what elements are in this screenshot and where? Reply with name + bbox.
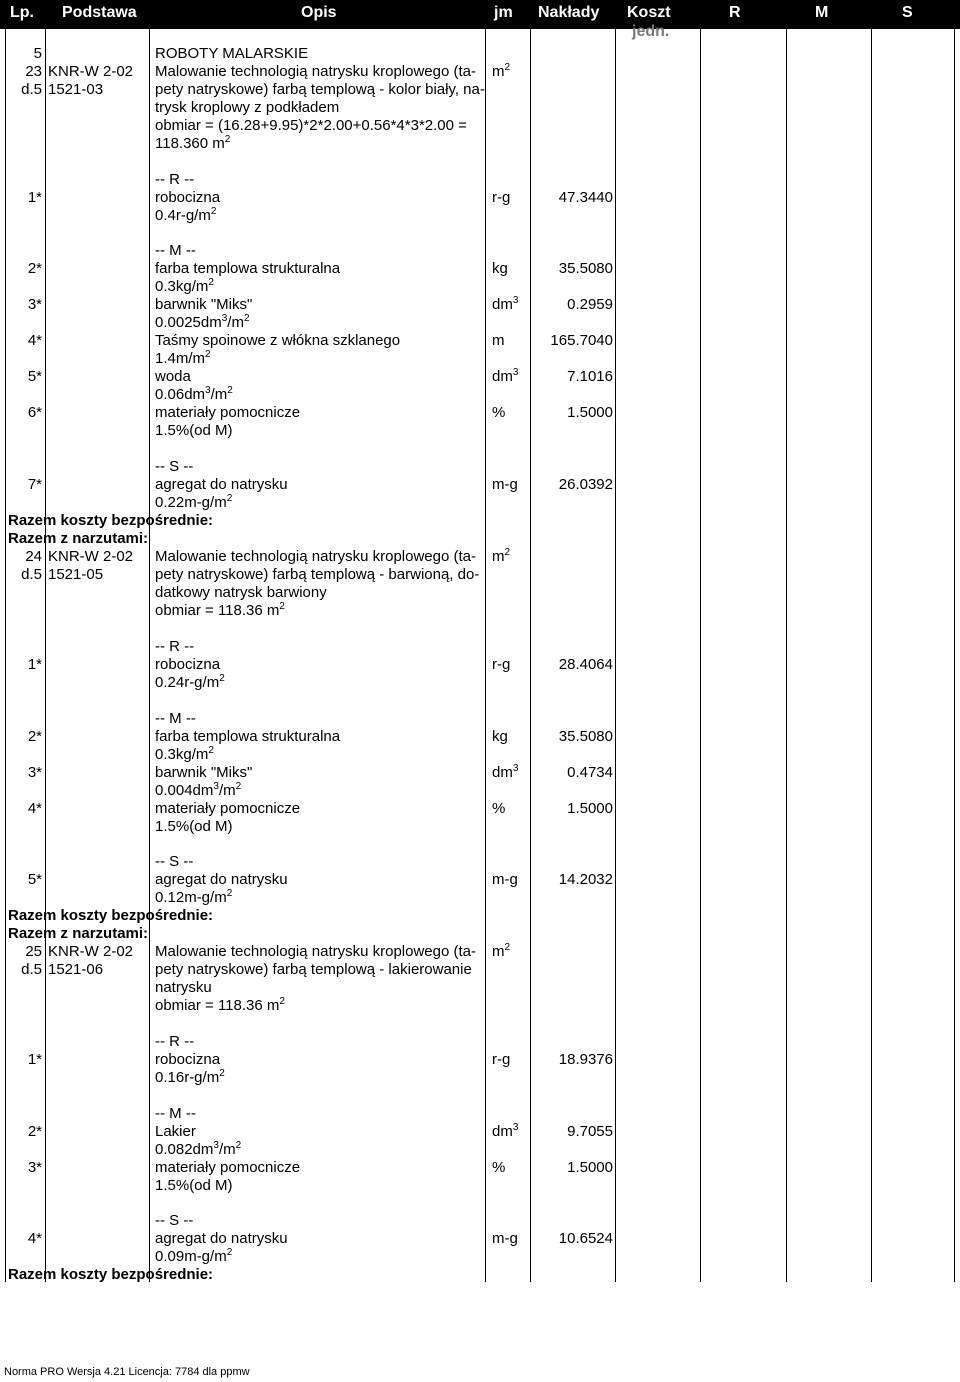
resource-name: farba templowa strukturalna <box>155 260 341 277</box>
resource-name: Lakier <box>155 1123 196 1140</box>
resource-group <box>0 710 960 728</box>
resource-row <box>0 314 960 332</box>
position-description: datkowy natrysk barwiony <box>155 584 327 601</box>
resource-qty: 9.7055 <box>567 1123 613 1140</box>
resource-name: materiały pomocnicze <box>155 800 301 817</box>
total-row <box>0 907 960 925</box>
resource-qty: 10.6524 <box>558 1230 613 1247</box>
resource-row <box>0 476 960 494</box>
resource-lp: 1* <box>27 189 42 206</box>
resource-row <box>0 386 960 404</box>
resource-unit: r-g <box>492 656 511 673</box>
resource-group-label: -- M -- <box>155 710 196 727</box>
resource-name: agregat do natrysku <box>155 1230 288 1247</box>
resource-name: materiały pomocnicze <box>155 404 301 421</box>
resource-row <box>0 818 960 836</box>
resource-group-label: -- S -- <box>155 1212 194 1229</box>
position-row <box>0 584 960 602</box>
resource-row <box>0 871 960 889</box>
resource-row <box>0 656 960 674</box>
resource-norm: $0.12m-g/m^2$ <box>155 888 233 906</box>
resource-row <box>0 332 960 350</box>
resource-group-label: -- M -- <box>155 1105 196 1122</box>
resource-lp: 1* <box>27 656 42 673</box>
resource-group-label: -- S -- <box>155 458 194 475</box>
resource-group <box>0 1033 960 1051</box>
resource-unit: % <box>492 1159 506 1176</box>
resource-unit: $dm^3$ <box>492 763 519 781</box>
resource-lp: 3* <box>27 296 42 313</box>
resource-row <box>0 728 960 746</box>
total-direct-label: Razem koszty bezpośrednie: <box>8 512 214 529</box>
position-row <box>0 135 960 153</box>
position-description: Malowanie technologią natrysku kroplowego (ta- <box>155 63 477 80</box>
resource-lp: 7* <box>27 476 42 493</box>
position-description: Malowanie technologią natrysku kroplowego (ta- <box>155 943 477 960</box>
position-unit: $m^2$ <box>492 62 511 80</box>
position-row <box>0 961 960 979</box>
resource-qty: 7.1016 <box>567 368 613 385</box>
resource-qty: 0.2959 <box>567 296 613 313</box>
resource-row <box>0 189 960 207</box>
resource-row <box>0 764 960 782</box>
resource-name: Taśmy spoinowe z włókna szklanego <box>155 332 401 349</box>
resource-row <box>0 1159 960 1177</box>
resource-lp: 5* <box>27 871 42 888</box>
resource-group <box>0 853 960 871</box>
resource-norm: 1.5%(od M) <box>155 818 233 835</box>
position-description: trysk kroplowy z podkładem <box>155 99 340 116</box>
position-description: natrysku <box>155 979 212 996</box>
resource-row <box>0 296 960 314</box>
resource-norm: 1.5%(od M) <box>155 1177 233 1194</box>
resource-row <box>0 1051 960 1069</box>
resource-name: robocizna <box>155 656 221 673</box>
position-description: Malowanie technologią natrysku kroplowego (ta- <box>155 548 477 565</box>
resource-name: woda <box>155 368 191 385</box>
total-direct-label: Razem koszty bezpośrednie: <box>8 907 214 924</box>
resource-unit: $dm^3$ <box>492 1122 519 1140</box>
resource-lp: 6* <box>27 404 42 421</box>
position-lp-sub: d.5 <box>21 81 42 98</box>
resource-unit: kg <box>492 728 508 745</box>
position-basis: KNR-W 2-02 <box>48 63 134 80</box>
header-m: M <box>815 4 829 21</box>
resource-qty: 1.5000 <box>567 1159 613 1176</box>
resource-name: agregat do natrysku <box>155 476 288 493</box>
resource-qty: 35.5080 <box>558 728 613 745</box>
position-unit: $m^2$ <box>492 942 511 960</box>
resource-row <box>0 1141 960 1159</box>
resource-lp: 2* <box>27 728 42 745</box>
section-lp: 5 <box>33 45 42 62</box>
resource-lp: 4* <box>27 1230 42 1247</box>
resource-norm: $0.24r-g/m^2$ <box>155 673 225 691</box>
header-naklady: Nakłady <box>538 4 600 21</box>
header-koszt <box>627 4 671 40</box>
resource-qty: 26.0392 <box>558 476 613 493</box>
footer-license: Norma PRO Wersja 4.21 Licencja: 7784 dla ppmw <box>4 1366 250 1378</box>
position-row <box>0 943 960 961</box>
position-lp: 23 <box>25 63 42 80</box>
total-markup-label: Razem z narzutami: <box>8 925 149 942</box>
resource-unit: kg <box>492 260 508 277</box>
position-basis-sub: 1521-05 <box>48 566 104 583</box>
resource-norm: $0.09m-g/m^2$ <box>155 1247 233 1265</box>
position-unit: $m^2$ <box>492 547 511 565</box>
resource-name: farba templowa strukturalna <box>155 728 341 745</box>
position-row <box>0 997 960 1015</box>
position-row <box>0 548 960 566</box>
position-measurement: obmiar = 118.36 $m^2$ <box>155 996 285 1014</box>
resource-lp: 3* <box>27 764 42 781</box>
resource-row <box>0 674 960 692</box>
position-row <box>0 63 960 81</box>
resource-row <box>0 260 960 278</box>
position-row <box>0 81 960 99</box>
header-jm: jm <box>494 4 513 21</box>
resource-qty: 1.5000 <box>567 404 613 421</box>
resource-norm: $0.06dm^3/m^2$ <box>155 385 233 403</box>
resource-qty: 165.7040 <box>550 332 613 349</box>
resource-name: barwnik "Miks" <box>155 296 253 313</box>
resource-row <box>0 404 960 422</box>
total-row <box>0 530 960 548</box>
position-basis: KNR-W 2-02 <box>48 548 134 565</box>
header-koszt-sub: jedn. <box>632 23 670 40</box>
position-measurement: 118.360 $m^2$ <box>155 134 231 152</box>
resource-norm: $0.082dm^3/m^2$ <box>155 1140 242 1158</box>
position-description: pety natryskowe) farbą templową - barwioną, do- <box>155 566 480 583</box>
position-lp-sub: d.5 <box>21 566 42 583</box>
resource-group-label: -- R -- <box>155 638 195 655</box>
resource-lp: 4* <box>27 332 42 349</box>
resource-group <box>0 171 960 189</box>
header-lp: Lp. <box>10 4 34 21</box>
resource-row <box>0 1230 960 1248</box>
resource-unit: % <box>492 404 506 421</box>
resource-lp: 5* <box>27 368 42 385</box>
resource-qty: 18.9376 <box>558 1051 613 1068</box>
resource-norm: $0.22m-g/m^2$ <box>155 493 233 511</box>
resource-unit: $dm^3$ <box>492 295 519 313</box>
position-description: pety natryskowe) farbą templową - kolor biały, na- <box>155 81 485 98</box>
total-row <box>0 1266 960 1284</box>
resource-group-label: -- M -- <box>155 242 196 259</box>
resource-lp: 2* <box>27 1123 42 1140</box>
resource-qty: 28.4064 <box>558 656 613 673</box>
resource-norm: $0.3kg/m^2$ <box>155 745 214 763</box>
resource-lp: 4* <box>27 800 42 817</box>
position-row <box>0 566 960 584</box>
header-r: R <box>729 4 741 21</box>
resource-unit: m-g <box>492 1230 518 1247</box>
resource-row <box>0 350 960 368</box>
position-basis-sub: 1521-03 <box>48 81 104 98</box>
header-podstawa: Podstawa <box>62 4 137 21</box>
resource-name: agregat do natrysku <box>155 871 288 888</box>
position-row <box>0 117 960 135</box>
resource-qty: 14.2032 <box>558 871 613 888</box>
position-description: pety natryskowe) farbą templową - lakierowanie <box>155 961 472 978</box>
resource-row <box>0 207 960 225</box>
resource-lp: 2* <box>27 260 42 277</box>
resource-lp: 3* <box>27 1159 42 1176</box>
resource-name: robocizna <box>155 1051 221 1068</box>
resource-group <box>0 458 960 476</box>
resource-row <box>0 1123 960 1141</box>
resource-row <box>0 1069 960 1087</box>
resource-group <box>0 1212 960 1230</box>
resource-qty: 1.5000 <box>567 800 613 817</box>
position-measurement: obmiar = 118.36 $m^2$ <box>155 601 285 619</box>
position-lp: 25 <box>25 943 42 960</box>
position-lp: 24 <box>25 548 42 565</box>
resource-group <box>0 242 960 260</box>
position-basis-sub: 1521-06 <box>48 961 104 978</box>
resource-row <box>0 1248 960 1266</box>
total-row <box>0 512 960 530</box>
resource-norm: $0.4r-g/m^2$ <box>155 206 217 224</box>
table-header <box>0 0 960 40</box>
resource-unit: $dm^3$ <box>492 367 519 385</box>
total-direct-label: Razem koszty bezpośrednie: <box>8 1266 214 1283</box>
resource-row <box>0 368 960 386</box>
resource-qty: 47.3440 <box>558 189 613 206</box>
resource-row <box>0 746 960 764</box>
resource-name: materiały pomocnicze <box>155 1159 301 1176</box>
position-basis: KNR-W 2-02 <box>48 943 134 960</box>
resource-group-label: -- R -- <box>155 171 195 188</box>
resource-norm: $0.3kg/m^2$ <box>155 277 214 295</box>
resource-unit: m <box>492 332 505 349</box>
position-row <box>0 979 960 997</box>
resource-unit: m-g <box>492 871 518 888</box>
position-row <box>0 602 960 620</box>
resource-lp: 1* <box>27 1051 42 1068</box>
resource-row <box>0 278 960 296</box>
resource-row <box>0 800 960 818</box>
resource-row <box>0 1177 960 1195</box>
resource-group-label: -- R -- <box>155 1033 195 1050</box>
resource-norm: $0.0025dm^3/m^2$ <box>155 313 250 331</box>
resource-name: barwnik "Miks" <box>155 764 253 781</box>
position-lp-sub: d.5 <box>21 961 42 978</box>
header-koszt-label: Koszt <box>627 4 671 21</box>
resource-norm: $0.16r-g/m^2$ <box>155 1068 225 1086</box>
resource-group-label: -- S -- <box>155 853 194 870</box>
resource-norm: $1.4m/m^2$ <box>155 349 211 367</box>
resource-row <box>0 494 960 512</box>
resource-unit: % <box>492 800 506 817</box>
resource-row <box>0 422 960 440</box>
section-row <box>0 45 960 63</box>
total-row <box>0 925 960 943</box>
header-s: S <box>902 4 913 21</box>
header-opis: Opis <box>301 4 337 21</box>
resource-name: robocizna <box>155 189 221 206</box>
position-row <box>0 99 960 117</box>
resource-unit: r-g <box>492 1051 511 1068</box>
resource-row <box>0 889 960 907</box>
resource-unit: r-g <box>492 189 511 206</box>
section-title: ROBOTY MALARSKIE <box>155 45 309 62</box>
resource-group <box>0 1105 960 1123</box>
resource-norm: $0.004dm^3/m^2$ <box>155 781 242 799</box>
resource-unit: m-g <box>492 476 518 493</box>
resource-qty: 0.4734 <box>567 764 613 781</box>
resource-group <box>0 638 960 656</box>
resource-norm: 1.5%(od M) <box>155 422 233 439</box>
total-markup-label: Razem z narzutami: <box>8 530 149 547</box>
resource-row <box>0 782 960 800</box>
resource-qty: 35.5080 <box>558 260 613 277</box>
position-measurement: obmiar = (16.28+9.95)*2*2.00+0.56*4*3*2.00 = <box>155 117 467 134</box>
